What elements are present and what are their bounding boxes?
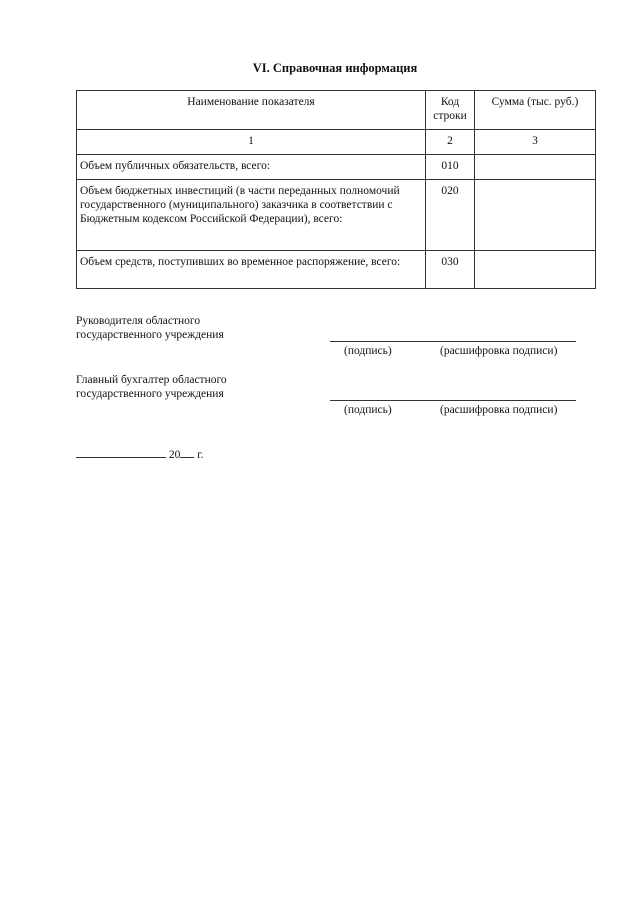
row-indicator-name: Объем бюджетных инвестиций (в части переданных полномочий государственного (муниципального) заказчика в соответствии с Бюджетным кодексом Российской Федерации), всего: (77, 180, 426, 251)
row-line-code: 030 (426, 251, 475, 289)
row-sum-cell[interactable] (475, 155, 596, 180)
table-row (77, 155, 596, 180)
row-indicator-name: Объем публичных обязательств, всего: (77, 155, 426, 180)
column-number-row (77, 130, 596, 155)
row-sum-cell[interactable] (475, 180, 596, 251)
date-line (76, 447, 204, 462)
head-role-line1: Руководителя областного (76, 315, 201, 327)
table-header-row (77, 91, 596, 130)
accountant-decoding-caption: (расшифровка подписи) (440, 404, 558, 416)
column-number: 1 (77, 130, 426, 155)
header-sum: Сумма (тыс. руб.) (475, 91, 596, 130)
accountant-role-line1: Главный бухгалтер областного (76, 374, 227, 386)
header-indicator-name: Наименование показателя (77, 91, 426, 130)
year-suffix: г. (197, 449, 204, 461)
date-blank-field[interactable] (76, 447, 166, 458)
year-blank-field[interactable] (180, 447, 194, 458)
column-number: 3 (475, 130, 596, 155)
head-signature-line[interactable] (330, 341, 576, 342)
head-decoding-caption: (расшифровка подписи) (440, 345, 558, 357)
accountant-role-line2: государственного учреждения (76, 388, 224, 400)
column-number: 2 (426, 130, 475, 155)
accountant-signature-caption: (подпись) (344, 404, 392, 416)
reference-info-table (76, 90, 596, 289)
table-row (77, 180, 596, 251)
row-line-code: 010 (426, 155, 475, 180)
year-prefix: 20 (168, 449, 181, 461)
row-indicator-name: Объем средств, поступивших во временное распоряжение, всего: (77, 251, 426, 289)
header-line-code: Код строки (426, 91, 475, 130)
row-sum-cell[interactable] (475, 251, 596, 289)
head-signature-caption: (подпись) (344, 345, 392, 357)
page-title: VI. Справочная информация (252, 61, 418, 75)
row-line-code: 020 (426, 180, 475, 251)
head-signature-label (76, 314, 224, 342)
accountant-signature-label (76, 373, 227, 401)
accountant-signature-line[interactable] (330, 400, 576, 401)
table-row (77, 251, 596, 289)
head-role-line2: государственного учреждения (76, 329, 224, 341)
